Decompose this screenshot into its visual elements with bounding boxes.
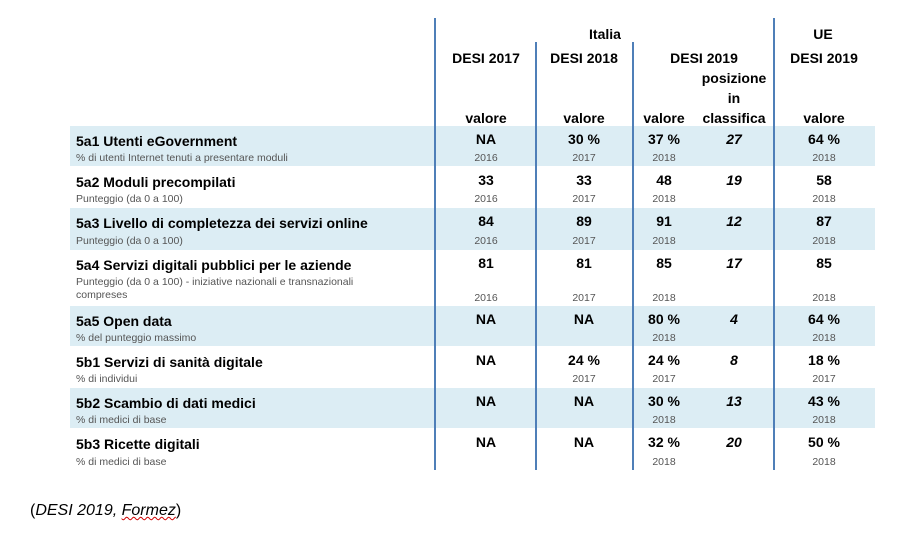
row-title: 5a2 Moduli precompilati xyxy=(76,174,236,190)
header-posizione-2: in xyxy=(727,90,741,106)
caption-sep: , xyxy=(112,502,122,519)
year-ue: 2018 xyxy=(812,456,836,468)
year-desi-2019: 2018 xyxy=(652,292,676,304)
value-desi-2018: 30 % xyxy=(568,131,600,147)
row-title: 5a4 Servizi digitali pubblici per le aziende xyxy=(76,257,352,273)
header-valore-2018: valore xyxy=(563,110,605,126)
value-desi-2019: 37 % xyxy=(648,131,680,147)
value-desi-2017: NA xyxy=(475,434,497,450)
value-desi-2019: 48 xyxy=(656,172,672,188)
year-desi-2017: 2016 xyxy=(474,152,498,164)
year-desi-2017: 2016 xyxy=(474,235,498,247)
year-ue: 2018 xyxy=(812,332,836,344)
year-ue: 2018 xyxy=(812,292,836,304)
header-desi-2018: DESI 2018 xyxy=(550,50,618,66)
value-desi-2017: NA xyxy=(475,131,497,147)
row-subtitle: % di utenti Internet tenuti a presentare moduli xyxy=(76,152,288,164)
header-valore-ue: valore xyxy=(803,110,845,126)
header-ue: UE xyxy=(813,26,833,42)
row-subtitle: % di individui xyxy=(76,373,138,385)
header-desi-2017: DESI 2017 xyxy=(452,50,520,66)
year-desi-2018: 2017 xyxy=(572,193,596,205)
rank-desi-2019: 4 xyxy=(730,311,738,327)
value-desi-2019: 91 xyxy=(656,213,672,229)
value-desi-2018: NA xyxy=(573,393,595,409)
value-ue: 58 xyxy=(816,172,832,188)
rank-desi-2019: 17 xyxy=(726,255,742,271)
value-desi-2019: 85 xyxy=(656,255,672,271)
year-desi-2018: 2017 xyxy=(572,152,596,164)
value-ue: 43 % xyxy=(808,393,840,409)
year-desi-2019: 2018 xyxy=(652,456,676,468)
caption-org: Formez xyxy=(121,502,176,519)
row-title: 5a1 Utenti eGovernment xyxy=(76,133,238,149)
row-subtitle: Punteggio (da 0 a 100) xyxy=(76,193,183,205)
value-desi-2017: 84 xyxy=(478,213,494,229)
row-title: 5b3 Ricette digitali xyxy=(76,436,200,452)
header-desi-2019-ue: DESI 2019 xyxy=(790,50,858,66)
value-desi-2018: 81 xyxy=(576,255,592,271)
value-desi-2018: NA xyxy=(573,311,595,327)
header-posizione-3: classifica xyxy=(702,110,766,126)
year-desi-2018: 2017 xyxy=(572,235,596,247)
year-desi-2017: 2016 xyxy=(474,193,498,205)
row-title: 5b2 Scambio di dati medici xyxy=(76,395,256,411)
year-ue: 2018 xyxy=(812,235,836,247)
caption-source: DESI 2019 xyxy=(35,502,113,519)
header-posizione-1: posizione xyxy=(701,70,767,86)
caption-close: ) xyxy=(175,502,182,519)
value-desi-2017: 33 xyxy=(478,172,494,188)
caption-open: ( xyxy=(30,502,36,519)
header-valore-2019: valore xyxy=(643,110,685,126)
value-ue: 64 % xyxy=(808,311,840,327)
value-desi-2018: 89 xyxy=(576,213,592,229)
year-ue: 2018 xyxy=(812,152,836,164)
rank-desi-2019: 13 xyxy=(726,393,742,409)
row-subtitle: % di medici di base xyxy=(76,456,167,468)
row-subtitle: % del punteggio massimo xyxy=(76,332,197,344)
year-desi-2018: 2017 xyxy=(572,292,596,304)
value-desi-2019: 80 % xyxy=(648,311,680,327)
value-desi-2018: 33 xyxy=(576,172,592,188)
header-desi-2019: DESI 2019 xyxy=(670,50,738,66)
year-ue: 2017 xyxy=(812,373,836,385)
value-desi-2018: NA xyxy=(573,434,595,450)
rank-desi-2019: 12 xyxy=(726,213,742,229)
value-desi-2019: 30 % xyxy=(648,393,680,409)
value-desi-2017: 81 xyxy=(478,255,494,271)
row-title: 5a5 Open data xyxy=(76,313,172,329)
value-ue: 85 xyxy=(816,255,832,271)
rank-desi-2019: 27 xyxy=(726,131,742,147)
rank-desi-2019: 20 xyxy=(726,434,742,450)
row-title: 5b1 Servizi di sanità digitale xyxy=(76,354,263,370)
value-desi-2018: 24 % xyxy=(568,352,600,368)
value-desi-2017: NA xyxy=(475,393,497,409)
value-desi-2017: NA xyxy=(475,311,497,327)
value-ue: 64 % xyxy=(808,131,840,147)
year-desi-2019: 2018 xyxy=(652,235,676,247)
value-ue: 50 % xyxy=(808,434,840,450)
value-ue: 87 xyxy=(816,213,832,229)
year-desi-2019: 2017 xyxy=(652,373,676,385)
separator-2017-2018 xyxy=(535,42,537,470)
value-desi-2017: NA xyxy=(475,352,497,368)
header-italia: Italia xyxy=(589,26,621,42)
row-subtitle: Punteggio (da 0 a 100) xyxy=(76,235,183,247)
rank-desi-2019: 19 xyxy=(726,172,742,188)
header-valore-2017: valore xyxy=(465,110,507,126)
year-desi-2019: 2018 xyxy=(652,332,676,344)
year-ue: 2018 xyxy=(812,414,836,426)
source-caption xyxy=(30,502,181,520)
value-desi-2019: 32 % xyxy=(648,434,680,450)
separator-italia-left xyxy=(434,18,436,470)
rank-desi-2019: 8 xyxy=(730,352,738,368)
year-desi-2019: 2018 xyxy=(652,414,676,426)
year-ue: 2018 xyxy=(812,193,836,205)
row-title: 5a3 Livello di completezza dei servizi online xyxy=(76,215,368,231)
separator-2018-2019 xyxy=(632,42,634,470)
year-desi-2019: 2018 xyxy=(652,152,676,164)
year-desi-2018: 2017 xyxy=(572,373,596,385)
value-ue: 18 % xyxy=(808,352,840,368)
year-desi-2019: 2018 xyxy=(652,193,676,205)
year-desi-2017: 2016 xyxy=(474,292,498,304)
row-subtitle: % di medici di base xyxy=(76,414,167,426)
value-desi-2019: 24 % xyxy=(648,352,680,368)
row-subtitle: Punteggio (da 0 a 100) - iniziative nazionali e transnazionali compreses xyxy=(76,276,354,301)
